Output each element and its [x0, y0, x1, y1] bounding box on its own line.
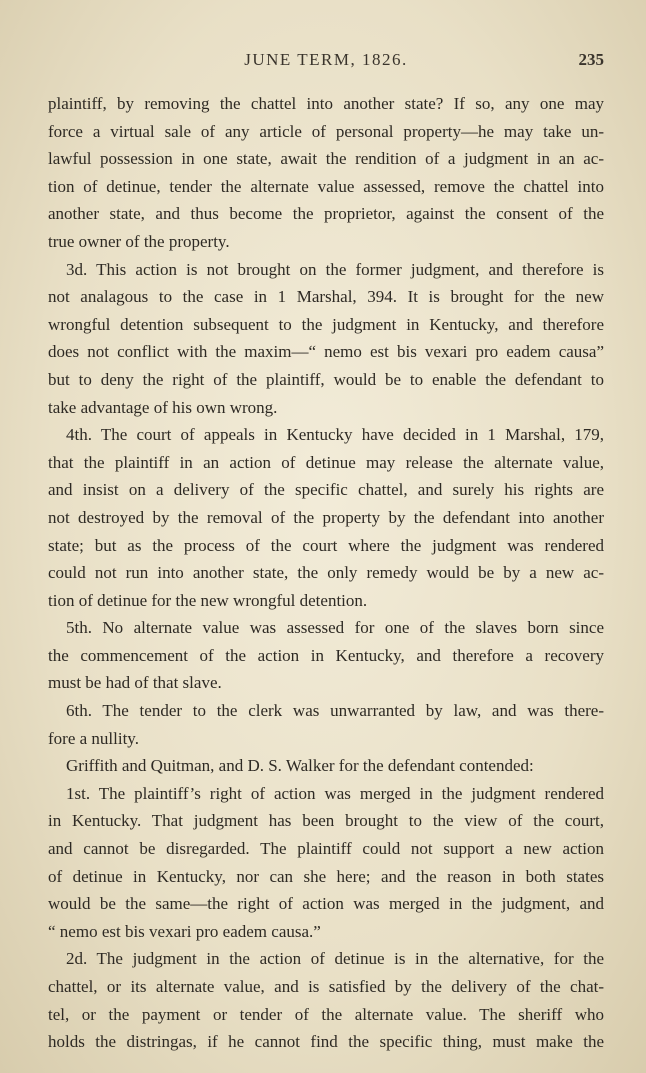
body-text — [48, 90, 604, 1056]
text-line: 5th. No alternate value was assessed for one of the slaves born since — [66, 618, 604, 638]
text-line: and cannot be disregarded. The plaintiff could not support a new action — [48, 839, 604, 859]
text-line: take advantage of his own wrong. — [48, 397, 278, 417]
text-line: force a virtual sale of any article of personal property—he may take un- — [48, 121, 604, 141]
text-line: that the plaintiff in an action of detinue may release the alternate value, — [48, 452, 604, 472]
text-line: 1st. The plaintiff’s right of action was merged in the judgment rendered — [66, 783, 604, 803]
page-header — [48, 50, 604, 76]
text-line: of detinue in Kentucky, nor can she here; and the reason in both states — [48, 866, 604, 886]
text-line: and insist on a delivery of the specific chattel, and surely his rights are — [48, 480, 604, 500]
text-line: another state, and thus become the proprietor, against the consent of the — [48, 204, 604, 224]
text-line: wrongful detention subsequent to the judgment in Kentucky, and therefore — [48, 314, 604, 334]
text-line: does not conflict with the maxim—“ nemo est bis vexari pro eadem causa” — [48, 342, 604, 362]
text-line: the commencement of the action in Kentucky, and therefore a recovery — [48, 645, 604, 665]
text-line: true owner of the property. — [48, 231, 230, 251]
text-line: chattel, or its alternate value, and is satisfied by the delivery of the chat- — [48, 977, 604, 996]
text-line: would be the same—the right of action was merged in the judgment, and — [48, 894, 604, 914]
text-line: 4th. The court of appeals in Kentucky have decided in 1 Marshal, 179, — [66, 425, 604, 445]
text-line: not analagous to the case in 1 Marshal, 394. It is brought for the new — [48, 287, 604, 307]
text-line: must be had of that slave. — [48, 673, 222, 693]
text-line: lawful possession in one state, await the rendition of a judgment in an ac- — [48, 149, 604, 169]
text-line: 3d. This action is not brought on the former judgment, and therefore is — [66, 259, 604, 279]
text-line: in Kentucky. That judgment has been brought to the view of the court, — [48, 811, 604, 831]
text-line: plaintiff, by removing the chattel into another state? If so, any one may — [48, 94, 604, 113]
text-line: holds the distringas, if he cannot find the specific thing, must make the — [48, 1032, 604, 1052]
text-line: tel, or the payment or tender of the alternate value. The sheriff who — [48, 1004, 604, 1024]
text-line: not destroyed by the removal of the property by the defendant into another — [48, 507, 604, 527]
text-line: 2d. The judgment in the action of detinue is in the alternative, for the — [66, 949, 604, 969]
text-line: tion of detinue for the new wrongful detention. — [48, 590, 368, 610]
running-head: JUNE TERM, 1826. — [244, 50, 408, 69]
text-line: “ nemo est bis vexari pro eadem causa.” — [48, 921, 321, 941]
text-line: Griffith and Quitman, and D. S. Walker for the defendant contended: — [66, 756, 534, 776]
text-line: could not run into another state, the only remedy would be by a new ac- — [48, 563, 604, 583]
text-line: fore a nullity. — [48, 728, 139, 748]
text-line: but to deny the right of the plaintiff, would be to enable the defendant to — [48, 369, 604, 389]
page-number: 235 — [578, 50, 604, 69]
text-line: state; but as the process of the court where the judgment was rendered — [48, 535, 604, 555]
text-line: 6th. The tender to the clerk was unwarranted by law, and was there- — [66, 701, 604, 721]
text-line: tion of detinue, tender the alternate value assessed, remove the chattel into — [48, 176, 604, 196]
